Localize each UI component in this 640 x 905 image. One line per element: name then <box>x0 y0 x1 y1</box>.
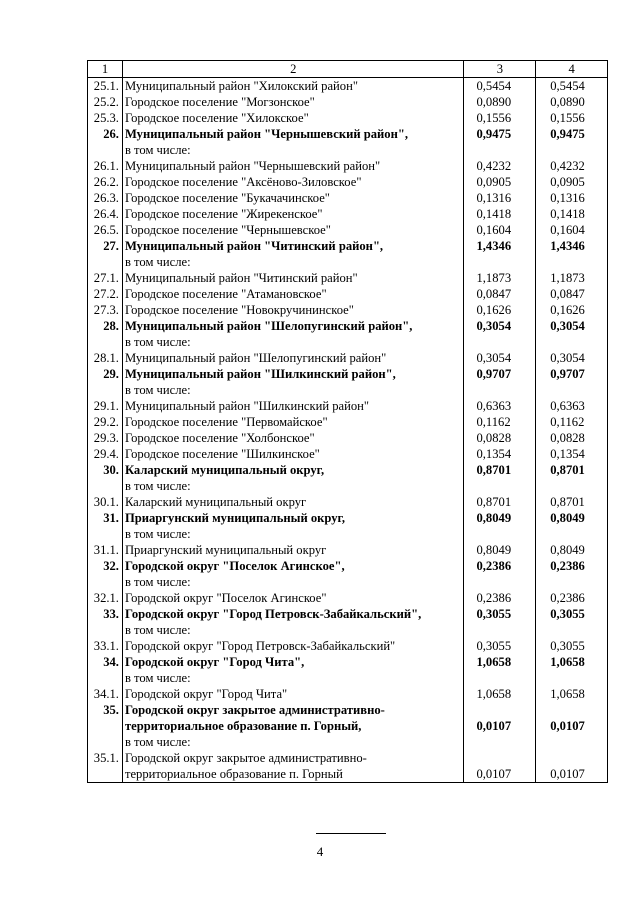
row-number: 30. <box>88 462 123 494</box>
header-col-1: 1 <box>88 61 123 78</box>
row-name: Городское поселение "Атамановское" <box>124 287 327 301</box>
row-name-cell <box>122 494 464 510</box>
row-name: Муниципальный район "Шилкинский район" <box>124 399 370 413</box>
table-row <box>88 446 608 462</box>
table-row <box>88 190 608 206</box>
row-number: 29.4. <box>88 446 123 462</box>
row-value-col3: 1,1873 <box>464 270 536 286</box>
row-value-col4: 0,1556 <box>536 110 608 126</box>
row-subtitle: в том числе: <box>124 255 191 269</box>
row-subtitle: в том числе: <box>124 479 191 493</box>
row-number: 35. <box>88 702 123 750</box>
row-value-col4: 0,3055 <box>536 606 608 638</box>
row-value-col4: 0,8701 <box>536 462 608 494</box>
row-number: 32.1. <box>88 590 123 606</box>
row-value-col4: 0,3055 <box>536 638 608 654</box>
row-value-col3: 0,0828 <box>464 430 536 446</box>
row-value-col3: 0,3054 <box>464 318 536 350</box>
row-value-col4: 0,9475 <box>536 126 608 158</box>
row-name-cell <box>122 558 464 590</box>
page-number: 4 <box>316 844 324 859</box>
row-number: 25.2. <box>88 94 123 110</box>
row-value-col4: 0,6363 <box>536 398 608 414</box>
row-value-col4: 1,0658 <box>536 686 608 702</box>
row-value-col3: 0,8049 <box>464 542 536 558</box>
row-number: 26.4. <box>88 206 123 222</box>
row-value-col4: 0,0890 <box>536 94 608 110</box>
row-value-col4: 0,8049 <box>536 510 608 542</box>
header-col-3: 3 <box>464 61 536 78</box>
row-name: Муниципальный район "Читинский район" <box>124 271 358 285</box>
row-name: Городское поселение "Шилкинское" <box>124 447 320 461</box>
row-number: 25.3. <box>88 110 123 126</box>
table-row <box>88 174 608 190</box>
table-header <box>88 61 608 78</box>
row-value-col4: 0,1626 <box>536 302 608 318</box>
row-name-cell <box>122 238 464 270</box>
row-value-col4: 0,1354 <box>536 446 608 462</box>
row-name: Городское поселение "Аксёново-Зиловское" <box>124 175 362 189</box>
row-number: 31. <box>88 510 123 542</box>
table-row <box>88 414 608 430</box>
table-row-total <box>88 606 608 638</box>
row-value-col4: 0,0847 <box>536 286 608 302</box>
table-row <box>88 494 608 510</box>
row-value-col3: 0,0905 <box>464 174 536 190</box>
table-row-total <box>88 366 608 398</box>
row-value-col3: 0,3055 <box>464 638 536 654</box>
row-number: 33.1. <box>88 638 123 654</box>
row-value-col4: 0,0828 <box>536 430 608 446</box>
row-value-col3: 0,1418 <box>464 206 536 222</box>
row-name: Муниципальный район "Чернышевский район" <box>124 159 381 173</box>
row-value-col4: 0,3054 <box>536 350 608 366</box>
row-number: 31.1. <box>88 542 123 558</box>
row-value-col3: 1,0658 <box>464 654 536 686</box>
row-name-cell <box>122 78 464 95</box>
row-value-col3: 0,4232 <box>464 158 536 174</box>
row-number: 32. <box>88 558 123 590</box>
row-name: Городское поселение "Первомайское" <box>124 415 328 429</box>
row-name-cell <box>122 414 464 430</box>
row-value-col4: 1,4346 <box>536 238 608 270</box>
row-value-col3: 0,2386 <box>464 590 536 606</box>
row-number: 27.3. <box>88 302 123 318</box>
table-row <box>88 350 608 366</box>
table-row <box>88 430 608 446</box>
row-value-col3: 0,1626 <box>464 302 536 318</box>
table-row <box>88 286 608 302</box>
row-name-cell <box>122 222 464 238</box>
table-row <box>88 206 608 222</box>
row-name-cell <box>122 318 464 350</box>
table-row <box>88 638 608 654</box>
row-name-cell <box>122 110 464 126</box>
footer-divider <box>316 833 386 834</box>
row-value-col3: 0,0847 <box>464 286 536 302</box>
row-name: Муниципальный район "Хилокский район" <box>124 79 358 93</box>
row-subtitle: в том числе: <box>124 383 191 397</box>
row-value-col4: 0,0905 <box>536 174 608 190</box>
row-name-cell <box>122 430 464 446</box>
row-name: Муниципальный район "Шелопугинский район" <box>124 351 387 365</box>
row-value-col3: 1,0658 <box>464 686 536 702</box>
row-name-cell <box>122 542 464 558</box>
row-name: Городской округ "Город Чита" <box>124 687 288 701</box>
header-col-4: 4 <box>536 61 608 78</box>
row-name-cell <box>122 606 464 638</box>
row-name: Городской округ "Город Чита", <box>124 655 305 669</box>
row-value-col4: 1,0658 <box>536 654 608 686</box>
row-name: Каларский муниципальный округ, <box>124 463 325 477</box>
row-name: Приаргунский муниципальный округ <box>124 543 327 557</box>
row-value-col3: 0,1162 <box>464 414 536 430</box>
row-number: 27.2. <box>88 286 123 302</box>
row-value-col4: 0,1604 <box>536 222 608 238</box>
row-name: Городской округ закрытое административно- <box>124 703 385 717</box>
row-value-col4: 0,0107 <box>536 702 608 750</box>
row-value-col3: 0,1354 <box>464 446 536 462</box>
row-value-col4: 0,0107 <box>536 750 608 783</box>
row-name-cell <box>122 366 464 398</box>
row-value-col4: 0,1316 <box>536 190 608 206</box>
table-row <box>88 222 608 238</box>
row-number: 28.1. <box>88 350 123 366</box>
table-row <box>88 302 608 318</box>
row-subtitle: в том числе: <box>124 143 191 157</box>
row-name-cell <box>122 190 464 206</box>
table-row <box>88 110 608 126</box>
row-name: Городское поселение "Жирекенское" <box>124 207 323 221</box>
row-subtitle: в том числе: <box>124 671 191 685</box>
row-name-cell <box>122 638 464 654</box>
row-name: Городской округ закрытое административно- <box>124 751 367 765</box>
row-value-col3: 0,0107 <box>464 750 536 783</box>
row-value-col3: 0,2386 <box>464 558 536 590</box>
row-number: 26.5. <box>88 222 123 238</box>
row-value-col3: 0,1316 <box>464 190 536 206</box>
table-row-total <box>88 510 608 542</box>
row-subtitle: в том числе: <box>124 335 191 349</box>
row-name: Городское поселение "Холбонское" <box>124 431 315 445</box>
row-value-col4: 0,1418 <box>536 206 608 222</box>
row-number: 33. <box>88 606 123 638</box>
row-name-cell <box>122 654 464 686</box>
row-value-col3: 0,0890 <box>464 94 536 110</box>
row-name: Городское поселение "Букачачинское" <box>124 191 330 205</box>
table-row <box>88 750 608 783</box>
row-name-continued: территориальное образование п. Горный <box>124 767 343 781</box>
row-name-cell <box>122 286 464 302</box>
row-name: Городское поселение "Новокручининское" <box>124 303 354 317</box>
row-name-cell <box>122 302 464 318</box>
row-name: Городской округ "Город Петровск-Забайкальский" <box>124 639 396 653</box>
table-row-total <box>88 318 608 350</box>
row-value-col3: 0,0107 <box>464 702 536 750</box>
row-name-cell <box>122 158 464 174</box>
row-value-col3: 0,9475 <box>464 126 536 158</box>
row-number: 29.2. <box>88 414 123 430</box>
table-row <box>88 398 608 414</box>
table-row-total <box>88 238 608 270</box>
row-name: Муниципальный район "Шилкинский район", <box>124 367 396 381</box>
row-name-cell <box>122 446 464 462</box>
row-value-col3: 0,6363 <box>464 398 536 414</box>
row-name-cell <box>122 590 464 606</box>
row-name: Городской округ "Поселок Агинское", <box>124 559 345 573</box>
row-subtitle: в том числе: <box>124 527 191 541</box>
row-name-cell <box>122 270 464 286</box>
row-number: 29. <box>88 366 123 398</box>
table-row <box>88 78 608 95</box>
row-value-col4: 0,4232 <box>536 158 608 174</box>
row-name: Городской округ "Поселок Агинское" <box>124 591 327 605</box>
table-row <box>88 94 608 110</box>
row-subtitle: в том числе: <box>124 735 191 749</box>
row-name-cell <box>122 126 464 158</box>
row-value-col4: 0,1162 <box>536 414 608 430</box>
row-name: Приаргунский муниципальный округ, <box>124 511 346 525</box>
row-value-col4: 0,3054 <box>536 318 608 350</box>
row-value-col4: 0,9707 <box>536 366 608 398</box>
table-row <box>88 590 608 606</box>
row-name-cell <box>122 702 464 750</box>
table-row <box>88 542 608 558</box>
row-number: 28. <box>88 318 123 350</box>
row-name: Муниципальный район "Чернышевский район", <box>124 127 408 141</box>
row-value-col3: 1,4346 <box>464 238 536 270</box>
row-name-cell <box>122 206 464 222</box>
row-value-col4: 1,1873 <box>536 270 608 286</box>
header-col-2: 2 <box>122 61 464 78</box>
row-number: 34.1. <box>88 686 123 702</box>
row-number: 26.3. <box>88 190 123 206</box>
row-value-col3: 0,1604 <box>464 222 536 238</box>
row-value-col3: 0,1556 <box>464 110 536 126</box>
row-name: Городское поселение "Чернышевское" <box>124 223 331 237</box>
row-number: 35.1. <box>88 750 123 783</box>
table-row <box>88 158 608 174</box>
row-value-col3: 0,5454 <box>464 78 536 95</box>
row-name-cell <box>122 94 464 110</box>
row-number: 29.1. <box>88 398 123 414</box>
row-subtitle: в том числе: <box>124 623 191 637</box>
table-row-total <box>88 462 608 494</box>
row-name: Муниципальный район "Шелопугинский район", <box>124 319 413 333</box>
row-value-col4: 0,2386 <box>536 590 608 606</box>
row-number: 26.2. <box>88 174 123 190</box>
row-name: Городское поселение "Могзонское" <box>124 95 315 109</box>
table-row-total <box>88 702 608 750</box>
row-value-col4: 0,8701 <box>536 494 608 510</box>
row-name-cell <box>122 510 464 542</box>
row-value-col4: 0,8049 <box>536 542 608 558</box>
row-subtitle: в том числе: <box>124 575 191 589</box>
row-name-cell <box>122 350 464 366</box>
row-number: 26. <box>88 126 123 158</box>
row-name-cell <box>122 750 464 783</box>
row-number: 30.1. <box>88 494 123 510</box>
row-value-col4: 0,2386 <box>536 558 608 590</box>
row-value-col3: 0,8701 <box>464 494 536 510</box>
row-name-cell <box>122 686 464 702</box>
row-name-cell <box>122 398 464 414</box>
row-value-col4: 0,5454 <box>536 78 608 95</box>
row-name: Муниципальный район "Читинский район", <box>124 239 384 253</box>
row-value-col3: 0,8049 <box>464 510 536 542</box>
table-row <box>88 270 608 286</box>
row-name: Городской округ "Город Петровск-Забайкальский", <box>124 607 422 621</box>
row-number: 26.1. <box>88 158 123 174</box>
allocation-table <box>87 60 608 783</box>
row-name-continued: территориальное образование п. Горный, <box>124 719 362 733</box>
row-number: 27.1. <box>88 270 123 286</box>
row-value-col3: 0,3054 <box>464 350 536 366</box>
table-row-total <box>88 558 608 590</box>
row-number: 34. <box>88 654 123 686</box>
row-number: 27. <box>88 238 123 270</box>
row-name: Каларский муниципальный округ <box>124 495 307 509</box>
row-value-col3: 0,9707 <box>464 366 536 398</box>
table-body <box>88 78 608 783</box>
row-value-col3: 0,8701 <box>464 462 536 494</box>
table-row-total <box>88 126 608 158</box>
row-value-col3: 0,3055 <box>464 606 536 638</box>
row-name-cell <box>122 174 464 190</box>
table-row <box>88 686 608 702</box>
row-name: Городское поселение "Хилокское" <box>124 111 309 125</box>
row-number: 29.3. <box>88 430 123 446</box>
table-row-total <box>88 654 608 686</box>
row-name-cell <box>122 462 464 494</box>
row-number: 25.1. <box>88 78 123 95</box>
